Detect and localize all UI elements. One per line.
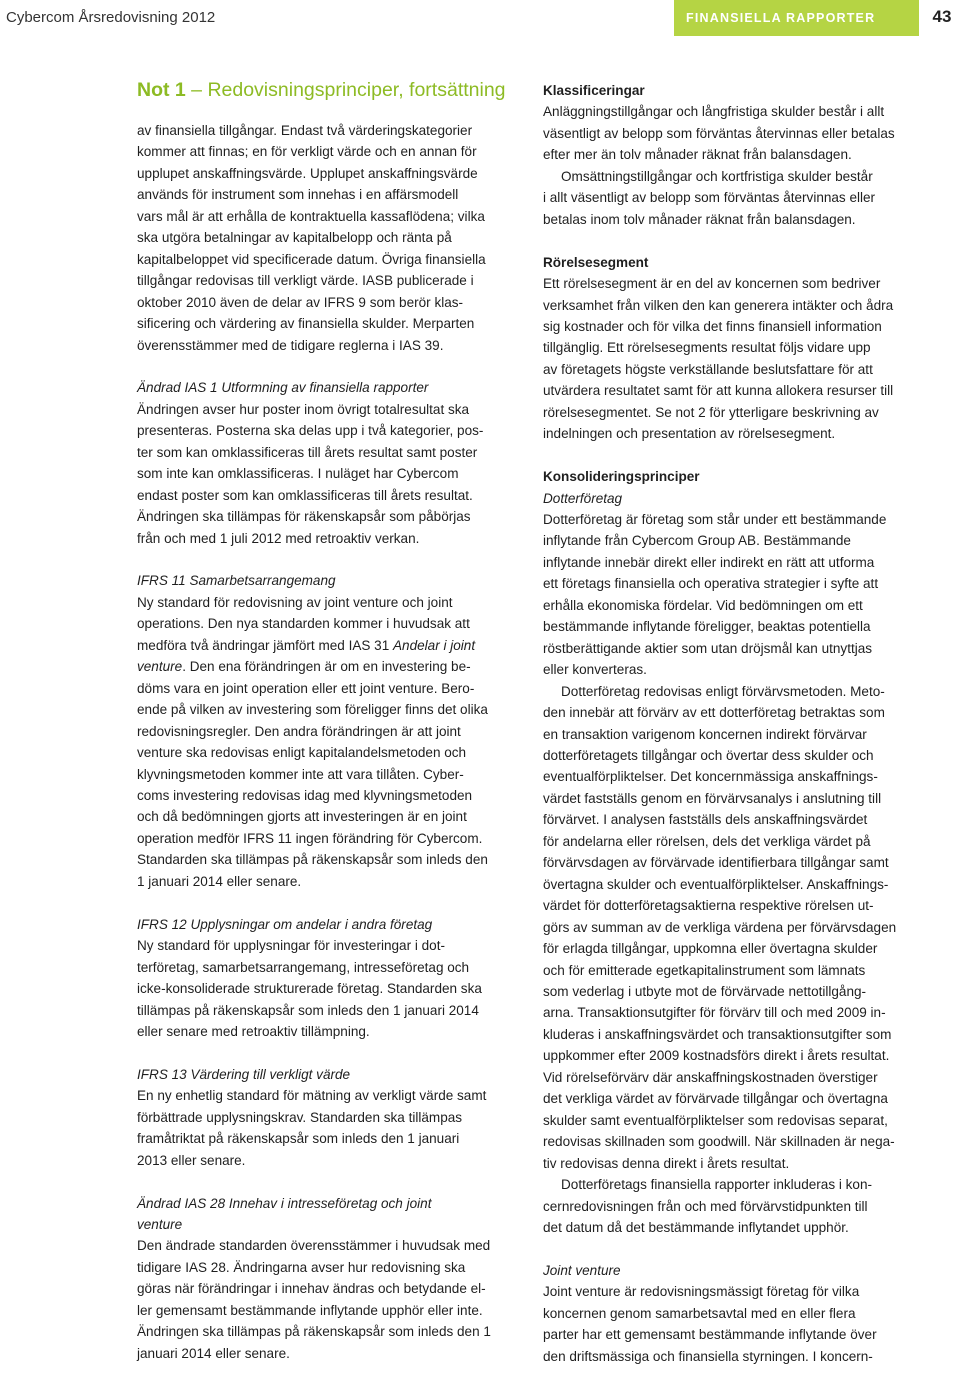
- text-line: januari 2014 eller senare.: [137, 1345, 290, 1361]
- text-line: terföretag, samarbetsarrangemang, intresseföretag och: [137, 959, 470, 975]
- text-line: tidigare IAS 28. Ändringarna avser hur redovisning ska: [137, 1259, 466, 1275]
- text-line: dotterföretagets tillgångar och övertar dess skulder och: [543, 748, 874, 764]
- text-line: av företagets högste verkställande beslutsfattare för att: [543, 361, 873, 377]
- text-line: döms vara en joint operation eller ett joint venture. Bero-: [137, 680, 475, 696]
- text-line: röstberättigande aktier som utan dröjsmål kan utnyttjas: [543, 640, 873, 656]
- text-line: arna. Transaktionsutgifter för förvärv till och med 2009 in-: [543, 1005, 886, 1021]
- note-title: [137, 79, 506, 102]
- text-line: värdet fastställs genom en förvärvsanalys i anslutning till: [543, 790, 882, 806]
- text-run: . Den ena förändringen är om en investering be-: [182, 659, 471, 675]
- text-line: klyvningsmetoden kommer inte att vara tillåten. Cyber-: [137, 766, 464, 782]
- text-line: ende på vilken av investering som föreligger finns det olika: [137, 702, 488, 718]
- text-line: tillämpas på räkenskapsår som inleds den 1 januari 2014: [137, 1002, 479, 1018]
- ias1-heading: Ändrad IAS 1 Utformning av finansiella rapporter: [137, 380, 429, 396]
- text-line: görs av summan av de verkliga värdena per förvärvsdagen: [543, 919, 897, 935]
- right-column: [543, 80, 928, 1367]
- text-line: sificering och värdering av finansiella skulder. Merparten: [137, 316, 475, 332]
- text-line: eller senare med retroaktiv tillämpning.: [137, 1023, 370, 1039]
- heading-line: venture: [137, 1217, 183, 1233]
- text-line: betalas inom tolv månader räknat från balansdagen.: [543, 211, 856, 227]
- text-line: erhålla ekonomiska fördelar. Vid bedömningen om ett: [543, 597, 863, 613]
- text-line: koncernen genom samarbetsavtal med en eller flera: [543, 1305, 856, 1321]
- text-line: väsentligt av belopp som förväntas återvinnas eller betalas: [543, 125, 895, 141]
- text-line: En ny enhetlig standard för mätning av verkligt värde samt: [137, 1088, 487, 1104]
- text-line: ett företags finansiella och operativa strategier i syfte att: [543, 576, 879, 592]
- report-title: Cybercom Årsredovisning 2012: [6, 9, 216, 26]
- text-line: kapitalbeloppet vid specificerade datum. Övriga finansiella: [137, 251, 486, 267]
- text-line: rörelsesegmentet. Se not 2 för ytterligare beskrivning av: [543, 404, 879, 420]
- text-line: 2013 eller senare.: [137, 1152, 246, 1168]
- klassificeringar-paragraph-2: [543, 166, 928, 230]
- ifrs12-heading: IFRS 12 Upplysningar om andelar i andra företag: [137, 916, 433, 932]
- text-line: efter mer än tolv månader räknat från balansdagen.: [543, 147, 852, 163]
- dotterforetag-paragraph-2: [543, 681, 928, 1174]
- dotterforetag-paragraph-1: [543, 509, 928, 681]
- text-line: för erlagda tillgångar, uppkomna eller övertagna skulder: [543, 941, 878, 957]
- text-line: operation medför IFRS 11 ingen förändring för Cybercom.: [137, 830, 483, 846]
- text-line: ska utgöra betalningar av kapitalbelopp och ränta på: [137, 230, 452, 246]
- text-line: av finansiella tillgångar. Endast två värderingskategorier: [137, 123, 473, 138]
- text-line: Dotterföretag redovisas enligt förvärvsmetoden. Meto-: [561, 683, 885, 699]
- text-line: kluderas i anskaffningsvärdet och transaktionsutgifter som: [543, 1026, 892, 1042]
- ias28-paragraph: [137, 1235, 521, 1364]
- text-line: för andelarna eller rörelsen, dels det verkliga värdet på: [543, 833, 871, 849]
- text-line: eventualförpliktelser. Det koncernmässiga anskaffnings-: [543, 769, 878, 785]
- text-line: värdet för dotterföretagsaktierna respektive rörelsen ut-: [543, 898, 874, 914]
- text-line: parter har ett gemensamt bestämmande inflytande över: [543, 1327, 877, 1343]
- text-line: Omsättningstillgångar och kortfristiga skulder består: [561, 168, 873, 184]
- text-line: från och med 1 juli 2012 med retroaktiv verkan.: [137, 530, 420, 546]
- text-line: endast poster som kan omklassificeras till årets resultat.: [137, 487, 473, 503]
- text-line: förvärvsdagen av förvärvade identifierbara tillgångar samt: [543, 855, 889, 871]
- text-run-italic: Andelar i joint: [393, 637, 476, 653]
- text-run: medföra två ändringar jämfört med IAS 31: [137, 637, 394, 653]
- text-line: det verkliga värdet av förvärvade tillgångar och övertagna: [543, 1091, 888, 1107]
- text-line: inflytande från Cybercom Group AB. Bestämmande: [543, 533, 851, 549]
- rorelsesegment-paragraph: [543, 273, 928, 445]
- text-line: icke-konsoliderade strukturerade företag. Standarden ska: [137, 981, 482, 997]
- text-line: Ändringen avser hur poster inom övrigt totalresultat ska: [137, 401, 470, 417]
- text-line: redovisningsregler. Den andra förändringen är att joint: [137, 723, 461, 739]
- text-line: som vederlag i utbyte mot de förvärvade nettotillgång-: [543, 984, 867, 999]
- text-line: presenteras. Posterna ska delas upp i två kategorier, pos-: [137, 423, 484, 439]
- dotterforetag-paragraph-3: [543, 1174, 928, 1238]
- text-line: förvärvet. I analysen fastställs dels anskaffningsvärdet: [543, 812, 868, 828]
- text-line: bestämmande inflytande föreligger, beaktas potentiella: [543, 619, 871, 635]
- text-line: som inte kan omklassificeras. I nuläget har Cybercom: [137, 466, 459, 482]
- text-line: i allt väsentligt av belopp som förväntas återvinnas eller: [543, 190, 876, 206]
- text-line: en transaktion varigenom koncernen indirekt förvärvar: [543, 726, 867, 742]
- text-line: och då bedömningen gjorts att investeringen är en joint: [137, 809, 467, 825]
- text-line: ter som kan omklassificeras till årets resultat samt poster: [137, 444, 478, 460]
- ifrs12-paragraph: [137, 935, 521, 1042]
- text-line: det datum då det bestämmande inflytandet upphör.: [543, 1219, 849, 1235]
- text-line: Anläggningstillgångar och långfristiga skulder består i allt: [543, 104, 885, 120]
- text-line: operations. Den nya standarden kommer i huvudsak att: [137, 616, 470, 632]
- text-line: kommer att finnas; en för verkligt värde och en annan för: [137, 144, 477, 160]
- text-line: indelningen och presentation av rörelsesegment.: [543, 426, 836, 442]
- joint-venture-subheading: Joint venture: [543, 1262, 621, 1278]
- text-line: tiv redovisas denna direkt i årets resultat.: [543, 1155, 790, 1171]
- text-line: Den ändrade standarden överensstämmer i huvudsak med: [137, 1238, 491, 1254]
- text-line: göras när förändringar i innehav ändras och betydande el-: [137, 1281, 486, 1297]
- text-line: utvärdera resultatet samt för att kunna allokera resurser till: [543, 383, 894, 399]
- left-column: [137, 120, 521, 1364]
- text-line: används för instrument som innehas i en affärsmodell: [137, 187, 459, 203]
- text-line: sig kostnader och för vilka det finns finansiell information: [543, 318, 882, 334]
- text-line: upplupet anskaffningsvärde. Upplupet anskaffningsvärde: [137, 165, 478, 181]
- dotterforetag-subheading: Dotterföretag: [543, 490, 623, 506]
- joint-venture-paragraph: [543, 1281, 928, 1367]
- text-line: Ändringen ska tillämpas på räkenskapsår som inleds den 1: [137, 1324, 491, 1340]
- text-line: redovisas skillnaden som goodwill. När skillnaden är nega-: [543, 1134, 895, 1150]
- text-line: cernredovisningen från och med förvärvstidpunkten till: [543, 1198, 868, 1214]
- text-line: framåtriktat på räkenskapsår som inleds den 1 januari: [137, 1131, 460, 1147]
- intro-paragraph: [137, 120, 521, 356]
- text-line: Dotterföretags finansiella rapporter inkluderas i kon-: [561, 1177, 872, 1193]
- text-line: ler gemensamt bestämmande inflytande upphör eller inte.: [137, 1302, 483, 1318]
- ifrs13-heading: IFRS 13 Värdering till verkligt värde: [137, 1066, 351, 1082]
- text-line: [137, 635, 521, 656]
- text-line: Ett rörelsesegment är en del av koncernen som bedriver: [543, 276, 881, 292]
- text-line: överensstämmer med de tidigare reglerna i IAS 39.: [137, 337, 444, 353]
- ifrs11-paragraph: [137, 592, 521, 892]
- text-line: inflytande innebär direkt eller indirekt en rätt att utforma: [543, 554, 875, 570]
- section-tab: FINANSIELLA RAPPORTER: [674, 0, 919, 36]
- note-number: Not 1: [137, 79, 186, 101]
- text-line: verksamhet från vilken den kan generera intäkter och ådra: [543, 297, 894, 313]
- ias1-paragraph: [137, 399, 521, 549]
- ifrs11-heading: IFRS 11 Samarbetsarrangemang: [137, 573, 336, 589]
- text-line: den driftsmässiga och finansiella styrningen. I koncern-: [543, 1348, 873, 1364]
- text-line: eller konverteras.: [543, 662, 647, 678]
- text-line: Vid rörelseförvärv där anskaffningskostnaden överstiger: [543, 1069, 878, 1085]
- text-line: övertagna skulder och eventualförpliktelser. Anskaffnings-: [543, 876, 889, 892]
- text-line: vars mål är att erhålla de kontraktuella kassaflödena; vilka: [137, 208, 485, 224]
- heading-line: Ändrad IAS 28 Innehav i intresseföretag och joint: [137, 1195, 432, 1211]
- text-line: coms investering redovisas idag med klyvningsmetoden: [137, 788, 473, 804]
- text-line: tillgångar redovisas till verkligt värde. IASB publicerade i: [137, 273, 474, 289]
- text-line: skulder samt eventualförpliktelser som redovisas separat,: [543, 1112, 888, 1128]
- text-line: Ny standard för redovisning av joint venture och joint: [137, 594, 453, 610]
- ias28-heading: [137, 1193, 521, 1236]
- klassificeringar-heading: Klassificeringar: [543, 83, 645, 98]
- konsolidering-heading: Konsolideringsprinciper: [543, 469, 700, 485]
- text-line: Standarden ska tillämpas på räkenskapsår som inleds den: [137, 852, 488, 868]
- klassificeringar-paragraph-1: [543, 101, 928, 165]
- page-number: 43: [932, 7, 952, 26]
- text-line: den innebär att förvärv av ett dotterföretag betraktas som: [543, 705, 885, 721]
- page-header: [0, 0, 960, 36]
- text-line: tillgänglig. Ett rörelsesegments resultat följs vidare upp: [543, 340, 871, 356]
- text-line: uppkommer efter 2009 kostnadsförs direkt i årets resultat.: [543, 1048, 890, 1064]
- text-run-italic: venture: [137, 659, 183, 675]
- text-line: Ändringen ska tillämpas för räkenskapsår som påbörjas: [137, 509, 471, 525]
- text-line: oktober 2010 även de delar av IFRS 9 som berör klas-: [137, 294, 464, 310]
- text-line: venture ska redovisas enligt kapitalandelsmetoden och: [137, 745, 467, 761]
- text-line: Joint venture är redovisningsmässigt företag för vilka: [543, 1284, 860, 1300]
- text-line: och för emitterade egetkapitalinstrument som lämnats: [543, 962, 866, 978]
- ifrs13-paragraph: [137, 1085, 521, 1171]
- note-dash: –: [185, 79, 208, 101]
- text-line: [137, 656, 521, 677]
- text-line: Ny standard för upplysningar för investeringar i dot-: [137, 938, 445, 954]
- rorelsesegment-heading: Rörelsesegment: [543, 254, 649, 270]
- text-line: 1 januari 2014 eller senare.: [137, 873, 302, 889]
- note-title-text: Redovisningsprinciper, fortsättning: [207, 79, 506, 101]
- text-line: förbättrade upplysningskrav. Standarden ska tillämpas: [137, 1109, 463, 1125]
- text-line: Dotterföretag är företag som står under ett bestämmande: [543, 512, 887, 528]
